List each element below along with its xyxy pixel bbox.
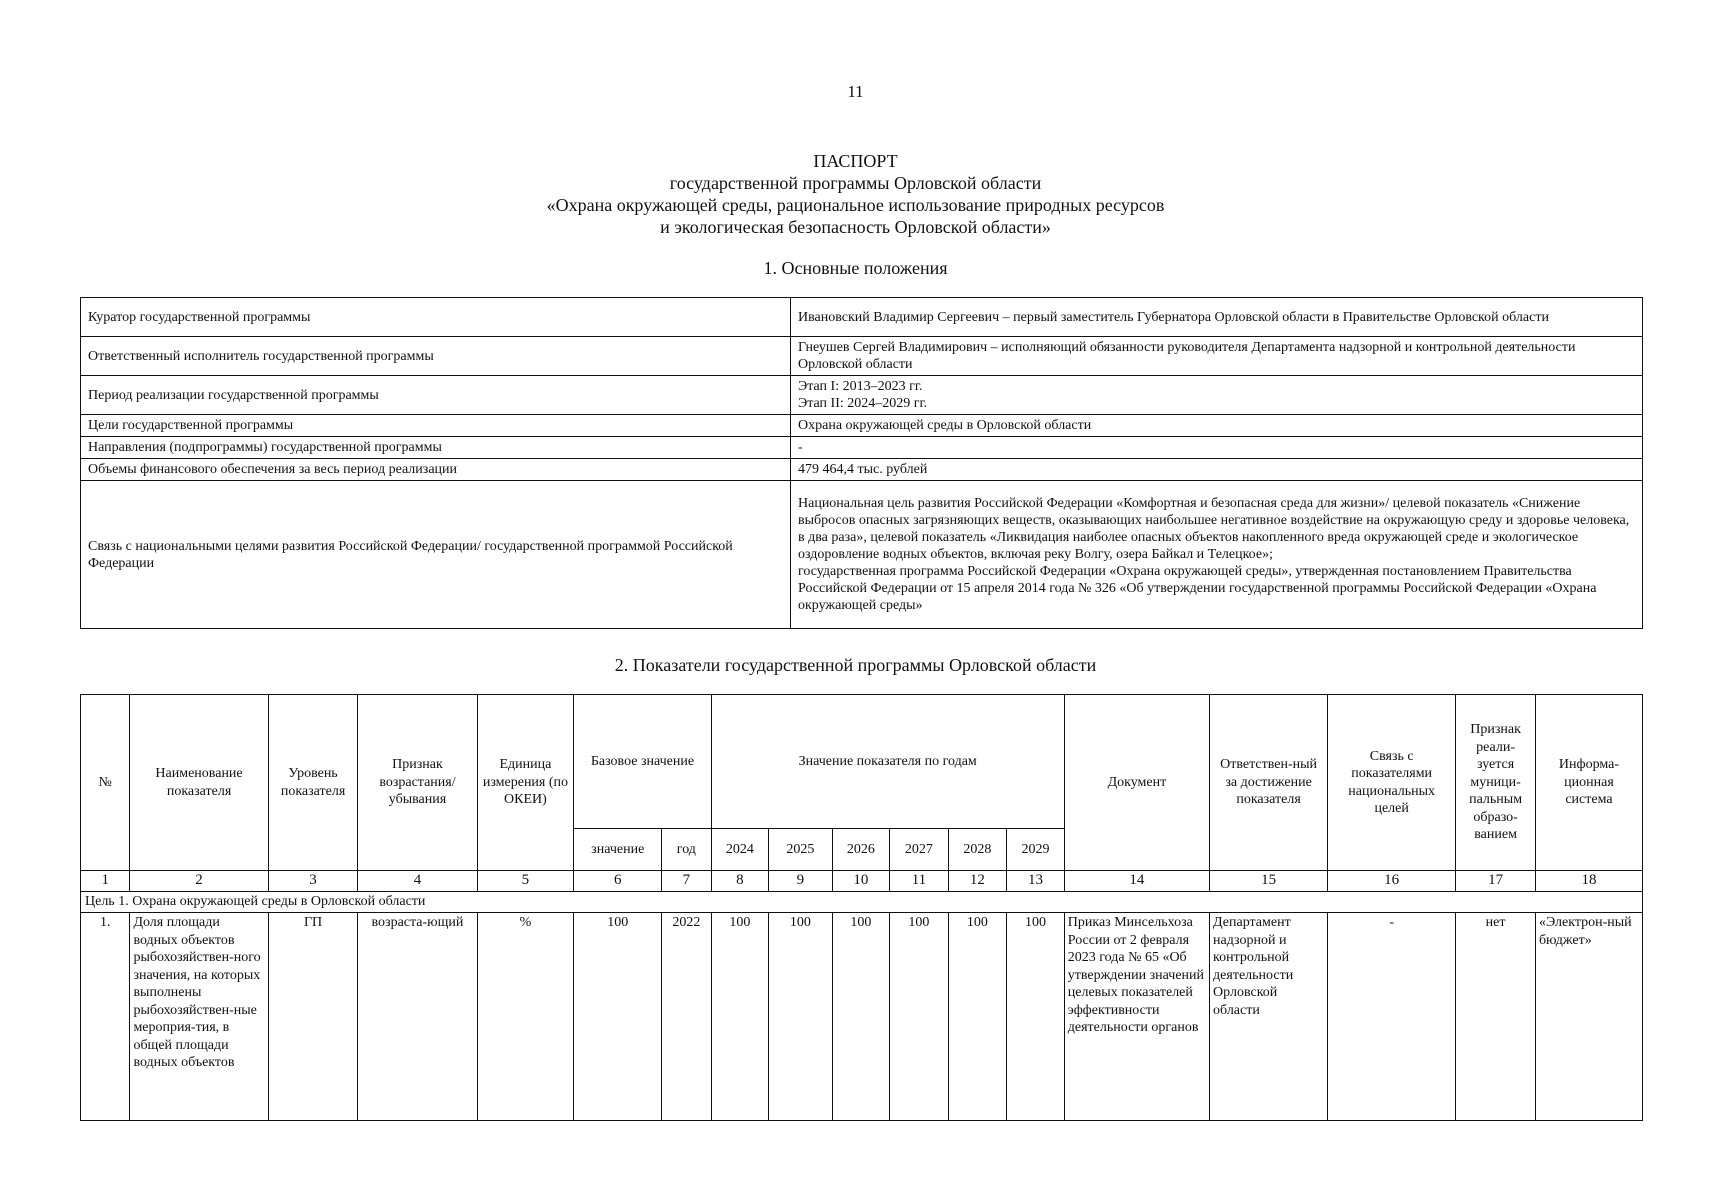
header-base-year: год [662,829,711,871]
passport-value: 479 464,4 тыс. рублей [791,459,1643,481]
header-year: 2027 [890,829,949,871]
header-municipal: Признак реали-зуется муници-пальным образо-ванием [1456,695,1536,871]
section-1-title: 1. Основные положения [763,258,948,278]
column-number: 8 [711,871,769,892]
indicator-value-2024: 100 [711,913,769,1121]
column-number: 7 [662,871,711,892]
indicator-base-year: 2022 [662,913,711,1121]
header-year: 2024 [711,829,769,871]
column-number: 16 [1328,871,1456,892]
passport-value: Охрана окружающей среды в Орловской области [791,415,1643,437]
passport-row-period [81,376,1643,415]
column-number: 18 [1535,871,1642,892]
passport-label: Объемы финансового обеспечения за весь период реализации [81,459,791,481]
header-document: Документ [1064,695,1209,871]
header-name: Наименование показателя [130,695,268,871]
indicator-level: ГП [268,913,358,1121]
indicator-num: 1. [81,913,130,1121]
column-number: 3 [268,871,358,892]
passport-value: Гнеушев Сергей Владимирович – исполняющий обязанности руководителя Департамента надзорной и контрольной деятельности Орловской области [791,337,1643,376]
document-header [0,150,1711,238]
passport-label: Куратор государственной программы [81,298,791,337]
column-number: 13 [1007,871,1065,892]
indicators-header-row [81,695,1643,829]
indicator-value-2025: 100 [769,913,833,1121]
passport-value: Ивановский Владимир Сергеевич – первый заместитель Губернатора Орловской области в Правительстве Орловской области [791,298,1643,337]
passport-row-curator [81,298,1643,337]
passport-value [791,481,1643,629]
header-year: 2029 [1007,829,1065,871]
column-number: 2 [130,871,268,892]
passport-label: Период реализации государственной программы [81,376,791,415]
column-number: 5 [477,871,574,892]
column-number: 1 [81,871,130,892]
passport-value: - [791,437,1643,459]
passport-row-goals [81,415,1643,437]
passport-table [80,297,1643,629]
column-number: 12 [948,871,1007,892]
header-base-value: значение [574,829,662,871]
doc-subtitle-line3: и экологическая безопасность Орловской области» [660,217,1051,237]
indicator-document: Приказ Минсельхоза России от 2 февраля 2023 года № 65 «Об утверждении значений целевых показателей эффективности деятельности органов [1064,913,1209,1121]
section-2-title: 2. Показатели государственной программы Орловской области [614,655,1097,675]
indicator-link: - [1328,913,1456,1121]
header-year: 2025 [769,829,833,871]
period-stage-1: Этап I: 2013–2023 гг. [798,379,923,394]
indicator-value-2029: 100 [1007,913,1065,1121]
indicator-sign: возраста-ющий [358,913,477,1121]
passport-row-finance [81,459,1643,481]
passport-value [791,376,1643,415]
doc-title: ПАСПОРТ [813,151,898,171]
state-program-text: государственная программа Российской Федерации «Охрана окружающей среды», утвержденная постановлением Правительства Российской Федерации от 15 апреля 2014 года № 326 «Об утверждении государственной программы Российской Федерации «Охрана окружающей среды» [798,564,1597,613]
indicator-unit: % [477,913,574,1121]
indicator-value-2026: 100 [832,913,890,1121]
goal-title: Цель 1. Охрана окружающей среды в Орловской области [81,892,1643,913]
header-num: № [81,695,130,871]
header-base: Базовое значение [574,695,711,829]
goal-row [81,892,1643,913]
indicator-municipal: нет [1456,913,1536,1121]
column-number: 4 [358,871,477,892]
indicator-value-2027: 100 [890,913,949,1121]
period-stage-2: Этап II: 2024–2029 гг. [798,396,928,411]
national-goal-text: Национальная цель развития Российской Федерации «Комфортная и безопасная среда для жизни»/ целевой показатель «Снижение выбросов опасных загрязняющих веществ, оказывающих наибольшее негативное воздействие на окружающую среду и здоровье человека, в два раза», целевой показатель «Ликвидация наиболее опасных объектов накопленного вреда окружающей среде и экологическое оздоровление водных объектов, включая реку Волгу, озера Байкал и Телецкое»; [798,496,1630,562]
header-unit: Единица измерения (по ОКЕИ) [477,695,574,871]
header-year: 2026 [832,829,890,871]
passport-row-executor [81,337,1643,376]
indicator-value-2028: 100 [948,913,1007,1121]
indicator-name: Доля площади водных объектов рыбохозяйствен-ного значения, на которых выполнены рыбохозяйствен-ные мероприя-тия, в общей площади водных объектов [130,913,268,1121]
header-by-years: Значение показателя по годам [711,695,1064,829]
header-responsible: Ответствен-ный за достижение показателя [1210,695,1328,871]
passport-label: Ответственный исполнитель государственной программы [81,337,791,376]
column-number-row [81,871,1643,892]
passport-label: Направления (подпрограммы) государственной программы [81,437,791,459]
passport-row-directions [81,437,1643,459]
indicator-base-value: 100 [574,913,662,1121]
column-number: 15 [1210,871,1328,892]
passport-row-national-goals [81,481,1643,629]
column-number: 10 [832,871,890,892]
indicators-table [80,694,1643,1121]
doc-subtitle-line2: «Охрана окружающей среды, рациональное использование природных ресурсов [546,195,1165,215]
column-number: 14 [1064,871,1209,892]
indicator-responsible: Департамент надзорной и контрольной деятельности Орловской области [1210,913,1328,1121]
column-number: 11 [890,871,949,892]
header-level: Уровень показателя [268,695,358,871]
column-number: 17 [1456,871,1536,892]
indicator-row [81,913,1643,1121]
column-number: 6 [574,871,662,892]
page-number: 11 [847,82,864,101]
passport-label: Связь с национальными целями развития Российской Федерации/ государственной программой Российской Федерации [81,481,791,629]
indicator-infosys: «Электрон-ный бюджет» [1535,913,1642,1121]
column-number: 9 [769,871,833,892]
passport-label: Цели государственной программы [81,415,791,437]
header-sign: Признак возрастания/ убывания [358,695,477,871]
doc-subtitle-line1: государственной программы Орловской области [669,173,1042,193]
header-infosys: Информа-ционная система [1535,695,1642,871]
header-link: Связь с показателями национальных целей [1328,695,1456,871]
header-year: 2028 [948,829,1007,871]
